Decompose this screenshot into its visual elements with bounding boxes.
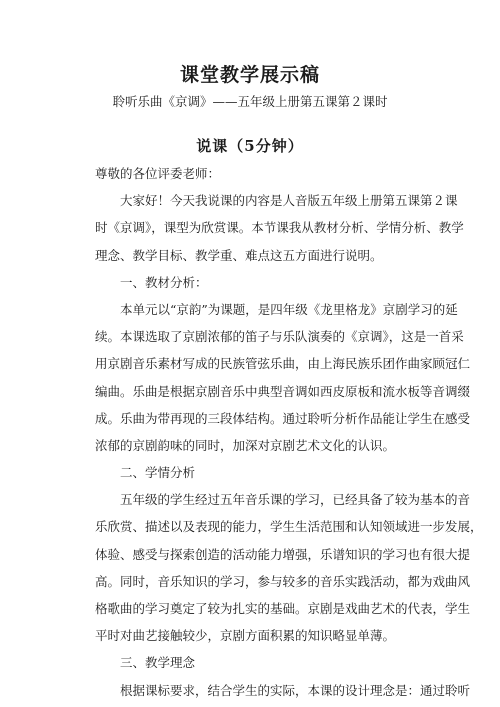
text-line: 用京剧音乐素材写成的民族管弦乐曲，由上海民族乐团作曲家顾冠仁 — [95, 356, 471, 372]
text-line: 平时对曲艺接触较少，京剧方面积累的知识略显单薄。 — [95, 628, 396, 644]
text-line: 高。同时，音乐知识的学习，参与较多的音乐实践活动，都为戏曲风 — [95, 573, 471, 589]
text-line: 大家好！今天我说课的内容是人音版五年级上册第五课第２课 — [120, 193, 458, 209]
text-line: 理念、教学目标、教学重、难点这五方面进行说明。 — [95, 247, 383, 263]
text-line: 体验、感受与探索创造的活动能力增强，乐谱知识的学习也有很大提 — [95, 546, 471, 562]
section-subheading: 二、学情分析 — [120, 465, 196, 481]
text-line: 根据课标要求，结合学生的实际，本课的设计理念是：通过聆听 — [120, 682, 471, 698]
text-line: 五年级的学生经过五年音乐课的学习，已经具备了较为基本的音 — [120, 492, 471, 508]
text-line: 尊敬的各位评委老师： — [95, 166, 221, 181]
text-line: 乐欣赏、描述以及表现的能力，学生生活范围和认知领域进一步发展， — [95, 519, 483, 535]
text-line: 浓郁的京剧韵味的同时，加深对京剧艺术文化的认识。 — [95, 437, 396, 453]
text-line: 格歌曲的学习奠定了较为扎实的基础。京剧是戏曲艺术的代表，学生 — [95, 601, 471, 616]
section-subheading: 一、教材分析： — [120, 274, 208, 290]
section-heading: 说课（5分钟） — [196, 137, 304, 155]
document-subtitle: 聆听乐曲《京调》——五年级上册第五课第２课时 — [112, 94, 388, 109]
text-line: 时《京调》，课型为欣赏课。本节课我从教材分析、学情分析、教学 — [95, 220, 464, 236]
body-text — [95, 160, 483, 704]
text-line: 成。乐曲为带再现的三段体结构。通过聆听分析作品能让学生在感受 — [95, 410, 471, 426]
document-title: 课堂教学展示稿 — [179, 64, 320, 86]
text-line: 编曲。乐曲是根据京剧音乐中典型音调如西皮原板和流水板等音调缀 — [95, 383, 471, 399]
text-line: 续。本课选取了京剧浓郁的笛子与乐队演奏的《京调》，这是一首采 — [95, 329, 464, 345]
text-line: 本单元以“京韵”为课题，是四年级《龙里格龙》京剧学习的延 — [120, 301, 458, 317]
section-subheading: 三、教学理念 — [120, 655, 196, 671]
